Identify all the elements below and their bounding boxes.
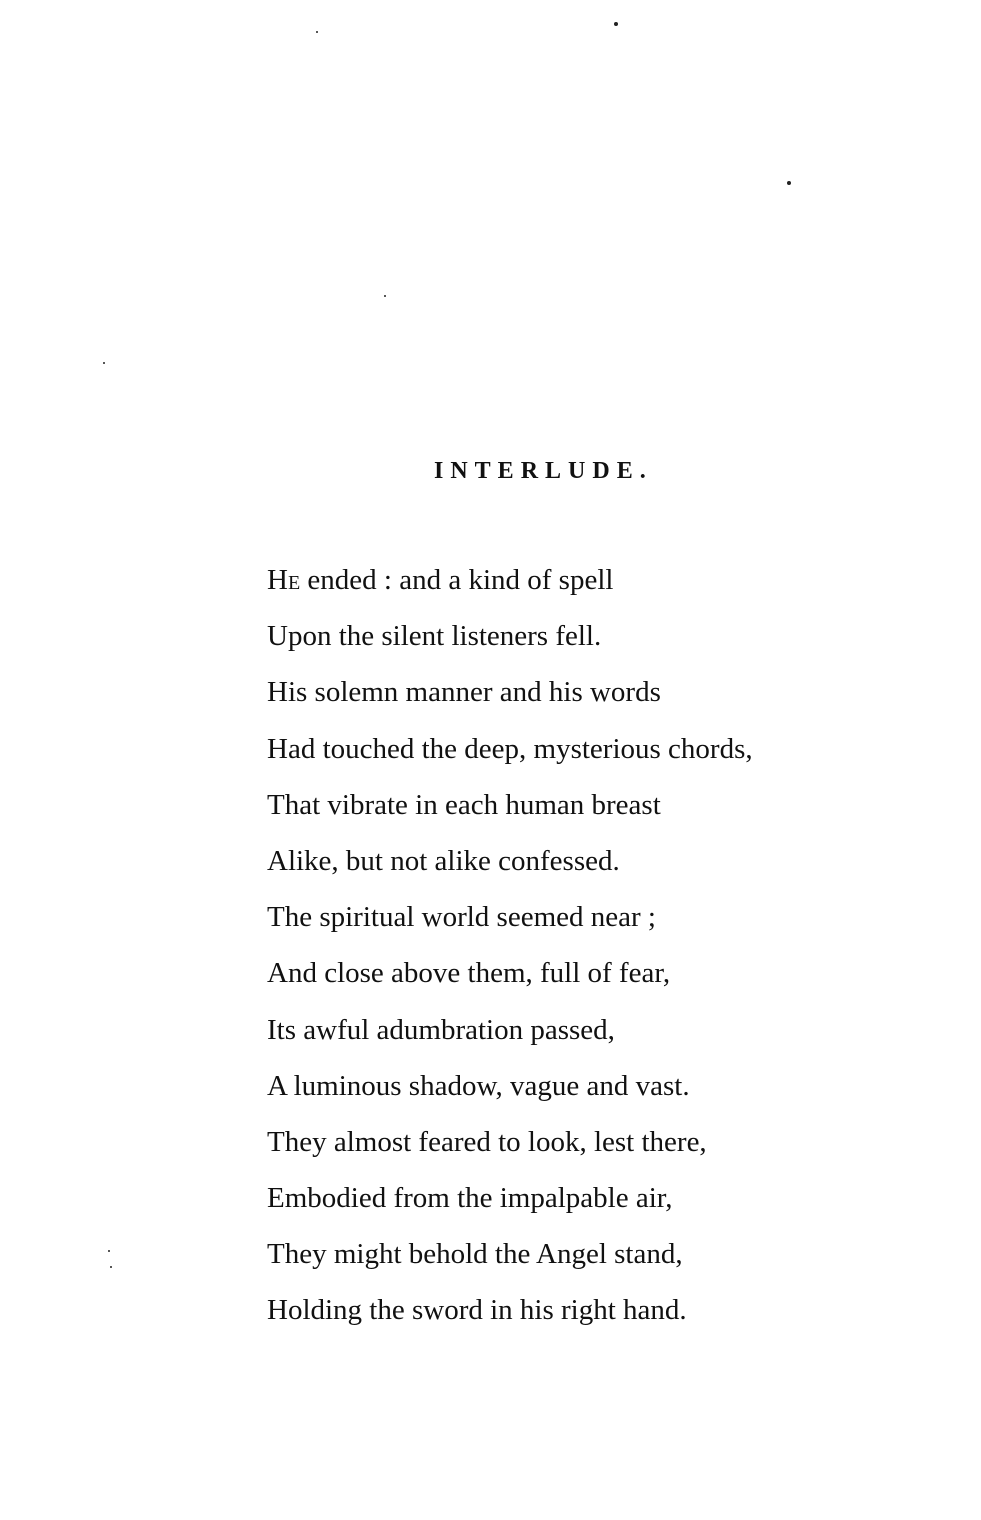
poem-line: They almost feared to look, lest there, [267, 1125, 707, 1158]
poem-line: Holding the sword in his right hand. [267, 1294, 687, 1327]
poem-line: Its awful adumbration passed, [267, 1013, 615, 1046]
poem-line [267, 565, 753, 621]
scan-speck [384, 295, 386, 297]
poem-line: And close above them, full of fear, [267, 957, 671, 990]
poem [267, 565, 753, 1352]
poem-line: That vibrate in each human breast [267, 788, 661, 821]
scan-speck [103, 362, 105, 364]
poem-line: The spiritual world seemed near ; [267, 901, 656, 934]
poem-line: A luminous shadow, vague and vast. [267, 1069, 690, 1102]
poem-first-line-text: ended : and a kind of spell [300, 564, 614, 596]
poem-line: Had touched the deep, mysterious chords, [267, 732, 753, 765]
poem-line: Embodied from the impalpable air, [267, 1182, 673, 1215]
poem-line: Alike, but not alike confessed. [267, 844, 620, 877]
page-title: INTERLUDE. [434, 458, 653, 484]
poem-line: They might behold the Angel stand, [267, 1238, 683, 1271]
poem-line: His solemn manner and his words [267, 676, 661, 709]
poem-first-word: He [267, 564, 301, 596]
scan-speck [110, 1266, 112, 1268]
scan-speck [316, 31, 318, 33]
scan-speck [108, 1250, 110, 1252]
scan-speck [614, 22, 618, 26]
scan-speck [787, 181, 791, 185]
poem-line: Upon the silent listeners fell. [267, 620, 602, 653]
